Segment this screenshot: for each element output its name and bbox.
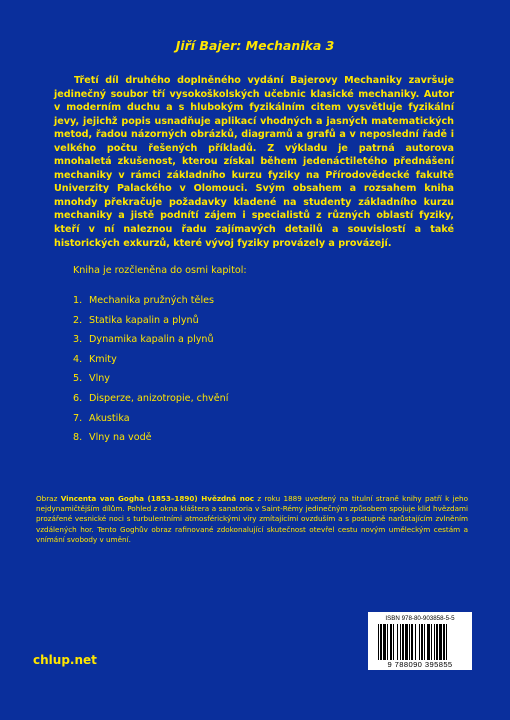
chapter-number: 2. [73,314,83,326]
list-item [73,432,228,452]
chapter-number: 8. [73,432,83,444]
list-item [73,295,228,315]
chapter-label: Akustika [89,412,130,424]
note-text: z roku 1889 uvedený na titulní straně knihy patří k jeho nejdynamičtějším dílům. Pohled z okna kláštera a sanatoria v Saint-Rémy jedinečným způsobem spojuje klid hvězdami prozářené vesnické noci s turbulentními atmosférickými víry zmítajícími ovzduším a s postupně narůstajícím zvlněním vzdálených hor. Tento Goghův obraz rafinované zdokonalující skutečnost otevřel cestu novým uměleckým cestám a vnímání svobody v umění. [36,494,468,544]
barcode-digits: 9 788090 395855 [387,660,453,669]
chapter-number: 6. [73,392,83,404]
publisher-name: chlup.net [33,653,97,667]
chapter-label: Statika kapalin a plynů [89,314,199,326]
chapter-label: Disperze, anizotropie, chvění [89,392,229,404]
chapter-number: 4. [73,353,83,365]
chapters-lead: Kniha je rozčleněna do osmi kapitol: [73,265,247,276]
list-item [73,413,228,433]
note-artwork: Vincenta van Gogha (1853–1890) Hvězdná noc [60,494,255,503]
chapter-label: Vlny [89,373,110,385]
intro-text: Třetí díl druhého doplněného vydání Bajerovy Mechaniky završuje jedinečný soubor tří vysokoškolských učebnic klasické mechaniky. Autor v moderním duchu a s hlubokým fyzikálním citem vysvětluje fyzikální jevy, jejichž popis usnadňuje aplikací vhodných a jasných matematických metod, řadou názorných obrázků, diagramů a grafů a v neposlední řadě i velkého počtu řešených příkladů. Z výkladu je patrná autorova mnohaletá zkušenost, kterou získal během jedenáctiletého přednášení mechaniky v rámci základního kurzu fyziky na Přírodovědecké fakultě Univerzity Palackého v Olomouci. Svým obsahem a rozsahem kniha mnohdy překračuje požadavky kladené na studenty základního kurzu mechaniky a jistě podnítí zájem i specialistů z různých oblastí fyziky, kteří v ní naleznou řadu zajímavých detailů a souvislostí a také historických exkurzů, které vývoj fyziky provázely a provázejí. [54,75,454,249]
chapter-number: 7. [73,412,83,424]
list-item [73,373,228,393]
chapter-label: Vlny na vodě [89,432,152,444]
list-item [73,393,228,413]
chapter-number: 5. [73,373,83,385]
list-item [73,354,228,374]
chapter-label: Dynamika kapalin a plynů [89,334,214,346]
cover-image-note [36,494,468,545]
list-item [73,334,228,354]
chapter-number: 3. [73,334,83,346]
intro-paragraph [54,74,454,250]
chapter-label: Kmity [89,353,117,365]
chapter-number: 1. [73,295,83,306]
chapter-label: Mechanika pružných těles [89,295,215,306]
note-prefix: Obraz [36,494,61,503]
barcode-image [378,624,462,660]
chapter-list [73,295,228,452]
list-item [73,315,228,335]
isbn-label: ISBN 978-80-903858-5-5 [385,615,455,622]
book-title: Jiří Bajer: Mechanika 3 [175,38,335,53]
barcode-box [368,612,472,670]
